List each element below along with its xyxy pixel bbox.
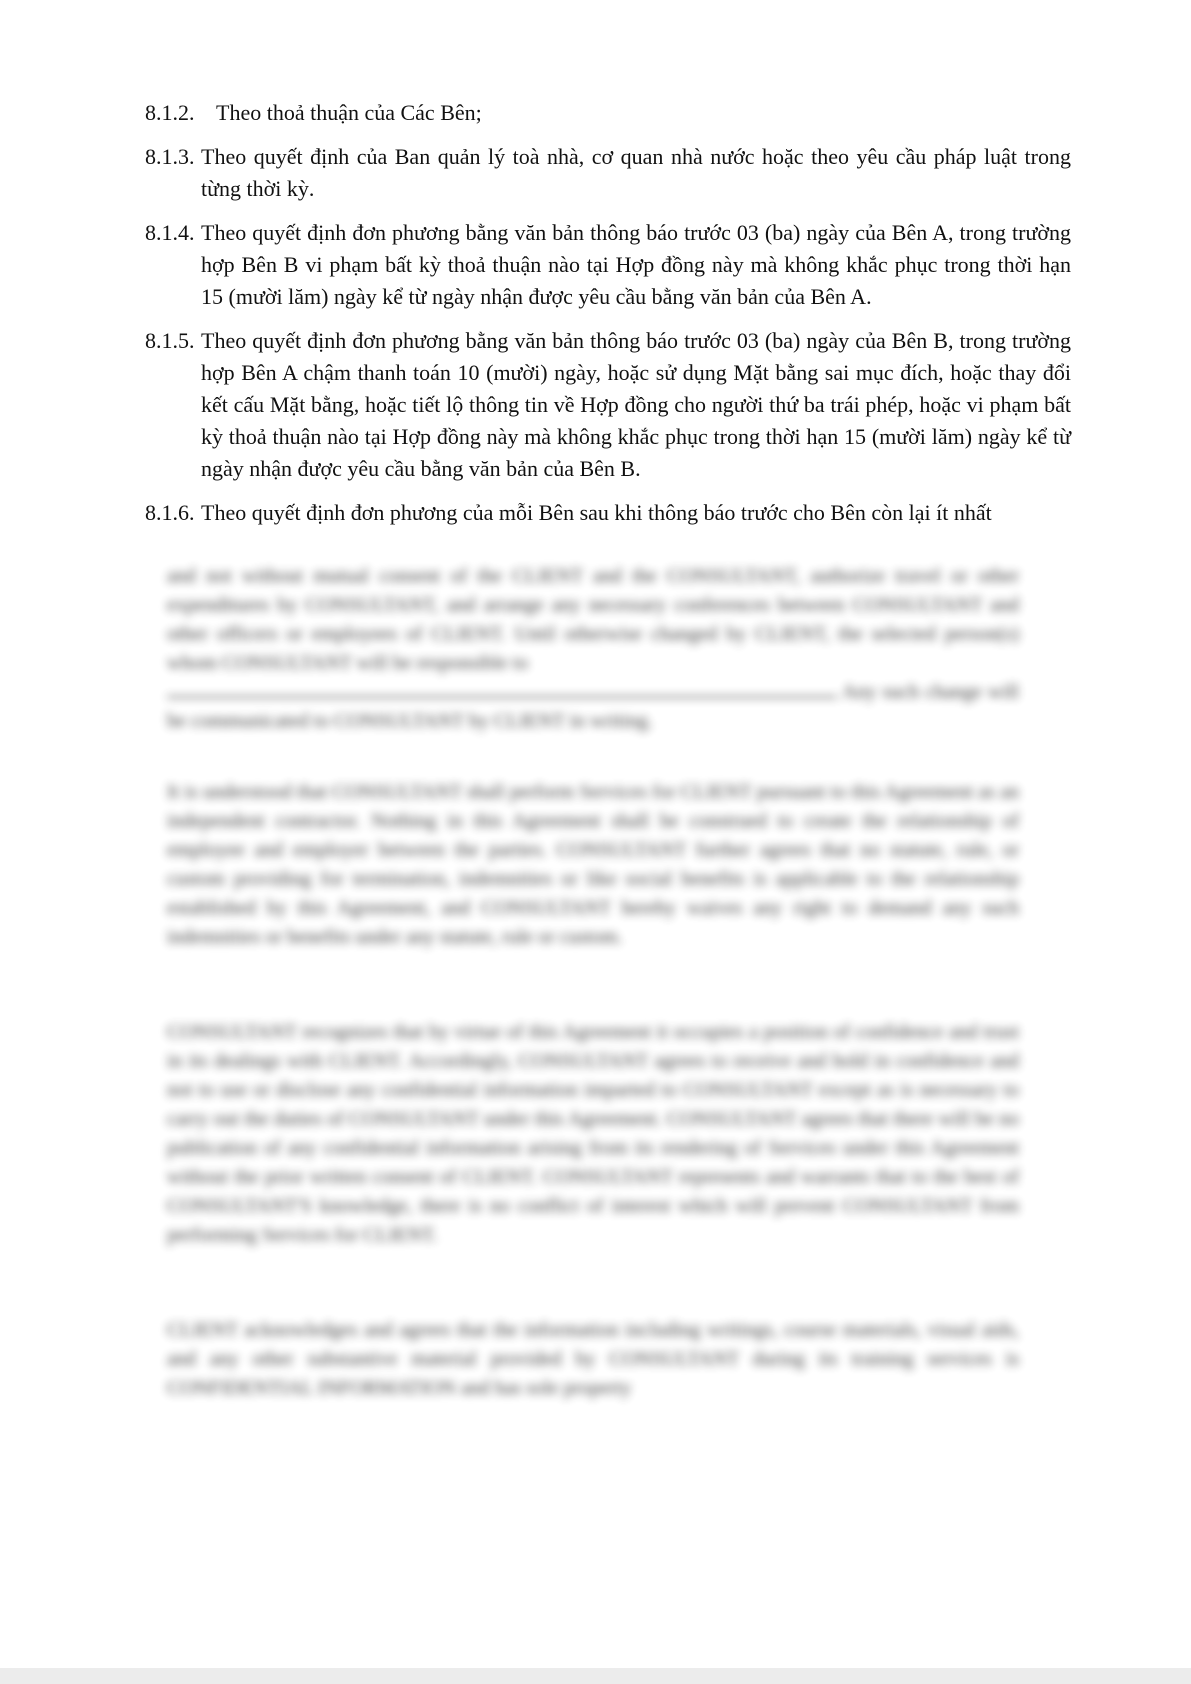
clause-text: Theo thoả thuận của Các Bên; <box>216 100 482 125</box>
clause-8-1-6 <box>145 497 1071 529</box>
blurred-paragraph <box>167 562 1019 678</box>
clause-8-1-4 <box>145 217 1071 313</box>
clause-number: 8.1.6. <box>145 500 195 525</box>
blurred-paragraph-text: CLIENT acknowledges and agrees that the information including writings, course materials, visual aids, and any other substantive material provided by CONSULTANT during its training services is CONFIDENTIAL INFORMATION and has sole property <box>167 1319 1019 1399</box>
blurred-paragraph-text: CONSULTANT recognizes that by virtue of this Agreement it occupies a position of confidence and trust in its dealings with CLIENT. Accordingly, CONSULTANT agrees to receive and hold in confidence and not to use or disclose any confidential information imparted to CONSULTANT except as is necessary to carry out the duties of CONSULTANT under this Agreement. CONSULTANT agrees that there will be no publication of any confidential information arising from its rendering of Services under this Agreement without the prior written consent of CLIENT. CONSULTANT represents and warrants that to the best of CONSULTANT'S knowledge, there is no conflict of interest which will prevent CONSULTANT from performing Services for CLIENT. <box>167 1021 1019 1246</box>
clause-number: 8.1.5. <box>145 328 195 353</box>
blurred-paragraph-text: Any such change will be communicated to CONSULTANT by CLIENT in writing. <box>167 681 1019 732</box>
clause-text: Theo quyết định đơn phương bằng văn bản thông báo trước 03 (ba) ngày của Bên A, trong trường hợp Bên B vi phạm bất kỳ thoả thuận nào tại Hợp đồng này mà không khắc phục trong thời hạn 15 (mười lăm) ngày kể từ ngày nhận được yêu cầu bằng văn bản của Bên A. <box>201 220 1071 309</box>
blurred-paragraph <box>167 1316 1019 1403</box>
blurred-preview-content <box>167 562 1019 1445</box>
clause-number: 8.1.3. <box>145 144 195 169</box>
blurred-paragraph <box>167 678 1019 736</box>
clause-8-1-5 <box>145 325 1071 485</box>
fill-in-blank-line <box>167 678 837 698</box>
clause-text: Theo quyết định của Ban quản lý toà nhà, cơ quan nhà nước hoặc theo yêu cầu pháp luật trong từng thời kỳ. <box>201 144 1071 201</box>
termination-clauses <box>145 97 1071 529</box>
blurred-paragraph <box>167 1018 1019 1250</box>
clause-8-1-2 <box>145 97 1071 129</box>
blurred-paragraph-text: It is understood that CONSULTANT shall perform Services for CLIENT pursuant to this Agreement as an independent contractor. Nothing in this Agreement shall be construed to create the relationship of employee and employer between the parties. CONSULTANT further agrees that no statute, rule, or custom providing for termination, indemnities or like social benefits is applicable to the relationship established by this Agreement, and CONSULTANT hereby waives any right to demand any such indemnities or benefits under any statute, rule or custom. <box>167 781 1019 948</box>
blurred-paragraph-text: and not without mutual consent of the CLIENT and the CONSULTANT, authorize travel or other expenditures by CONSULTANT, and arrange any necessary conferences between CONSULTANT and other officers or employees of CLIENT. Until otherwise changed by CLIENT, the selected person(s) whom CONSULTANT will be responsible to <box>167 565 1019 674</box>
clause-number: 8.1.2. <box>145 100 195 125</box>
clause-number: 8.1.4. <box>145 220 195 245</box>
clause-8-1-3 <box>145 141 1071 205</box>
blurred-paragraph <box>167 778 1019 952</box>
clause-text: Theo quyết định đơn phương bằng văn bản thông báo trước 03 (ba) ngày của Bên B, trong trường hợp Bên A chậm thanh toán 10 (mười) ngày, hoặc sử dụng Mặt bằng sai mục đích, hoặc thay đổi kết cấu Mặt bằng, hoặc tiết lộ thông tin về Hợp đồng cho người thứ ba trái phép, hoặc vi phạm bất kỳ thoả thuận nào tại Hợp đồng này mà không khắc phục trong thời hạn 15 (mười lăm) ngày kể từ ngày nhận được yêu cầu bằng văn bản của Bên B. <box>201 328 1071 481</box>
clause-text: Theo quyết định đơn phương của mỗi Bên sau khi thông báo trước cho Bên còn lại ít nhất <box>201 500 992 525</box>
page-bottom-strip <box>0 1668 1191 1684</box>
